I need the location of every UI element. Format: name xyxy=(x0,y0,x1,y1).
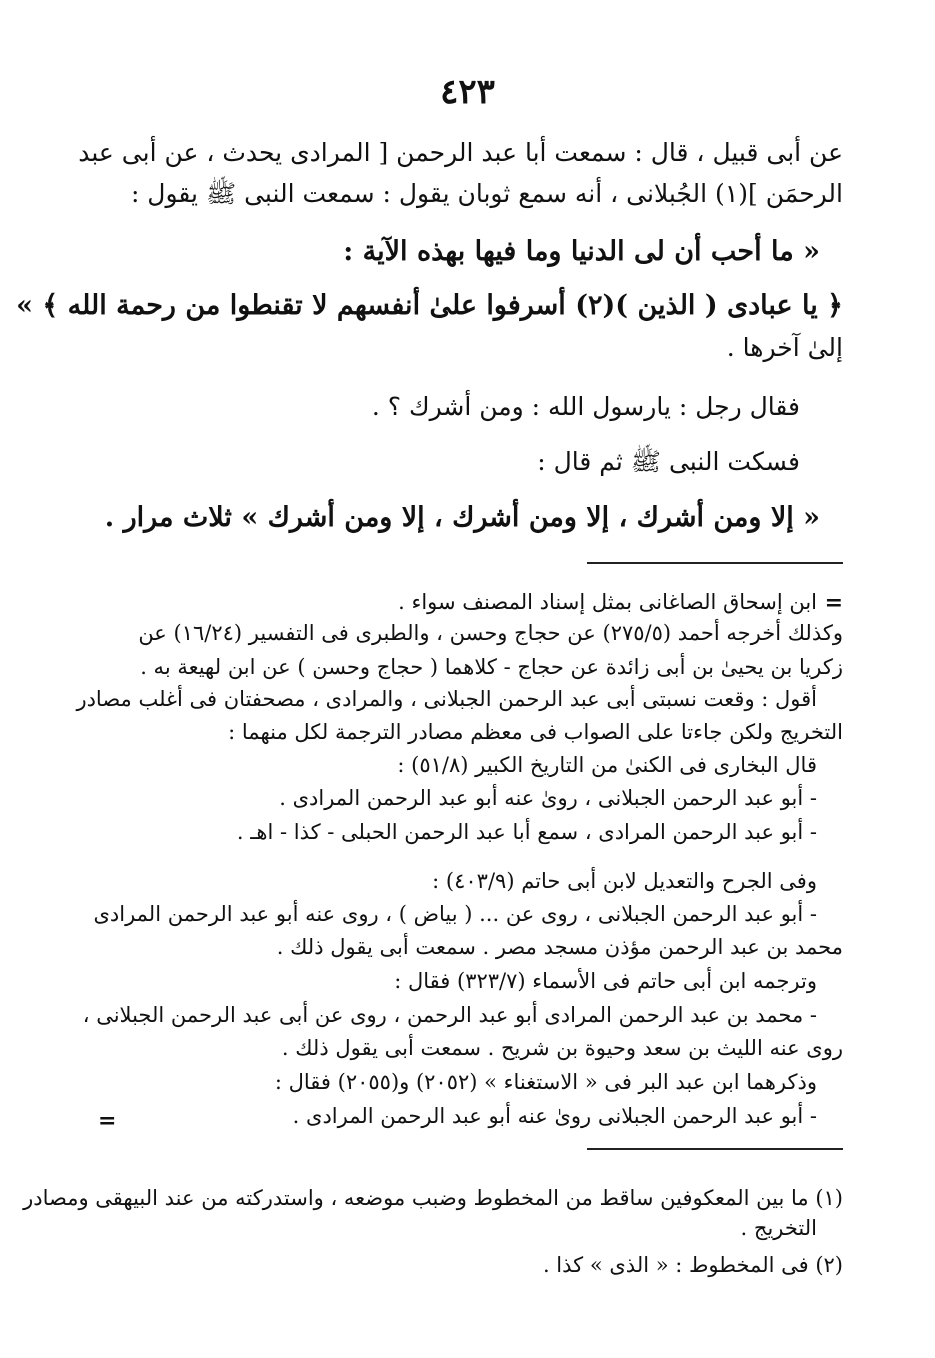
note-line-7: - أبو عبد الرحمن الجبلانى ، روىٰ عنه أبو عبد الرحمن المرادى . xyxy=(279,786,817,810)
note-line-5: التخريج ولكن جاءتا على الصواب فى معظم مصادر الترجمة لكل منهما : xyxy=(228,720,843,744)
note-line-1: ابن إسحاق الصاغانى بمثل إسناد المصنف سواء . xyxy=(398,590,817,614)
footnote-1-continued: التخريج . xyxy=(740,1216,817,1240)
main-line-7: فسكت النبى ﷺ ثم قال : xyxy=(537,447,800,476)
note-line-9: وفى الجرح والتعديل لابن أبى حاتم (٤٠٣/٩) : xyxy=(432,869,817,893)
note-line-4: أقول : وقعت نسبتى أبى عبد الرحمن الجبلانى ، والمرادى ، مصحفتان فى أغلب مصادر xyxy=(76,687,817,711)
note-line-10: - أبو عبد الرحمن الجبلانى ، روى عن ... ( بياض ) ، روى عنه أبو عبد الرحمن المرادى xyxy=(93,902,817,926)
main-line-5: إلىٰ آخرها . xyxy=(726,333,843,362)
separator-rule-footnotes xyxy=(587,1148,843,1150)
note-line-12: وترجمه ابن أبى حاتم فى الأسماء (٣٢٣/٧) فقال : xyxy=(394,969,817,993)
main-line-2: الرحمَن ](١) الجُبلانى ، أنه سمع ثوبان يقول : سمعت النبى ﷺ يقول : xyxy=(130,179,843,208)
note-line-13: - محمد بن عبد الرحمن المرادى أبو عبد الرحمن ، روى عن أبى عبد الرحمن الجبلانى ، xyxy=(82,1003,817,1027)
quote-line-1: « ما أحب أن لى الدنيا وما فيها بهذه الآية : xyxy=(343,236,820,267)
note-line-3: زكريا بن يحيىٰ بن أبى زائدة عن حجاج - كلاهما ( حجاج وحسن ) عن ابن لهيعة به . xyxy=(140,655,843,679)
quote-line-repeat: « إلا ومن أشرك ، إلا ومن أشرك ، إلا ومن أشرك » ثلاث مرار . xyxy=(104,502,820,533)
page-number: ٤٢٣ xyxy=(440,72,495,112)
separator-rule-top xyxy=(587,562,843,564)
note-line-11: محمد بن عبد الرحمن مؤذن مسجد مصر . سمعت أبى يقول ذلك . xyxy=(276,935,843,959)
note-line-14: روى عنه الليث بن سعد وحيوة بن شريح . سمعت أبى يقول ذلك . xyxy=(281,1036,843,1060)
footnote-2: (٢) فى المخطوط : « الذى » كذا . xyxy=(542,1253,843,1277)
footnote-1: (١) ما بين المعكوفين ساقط من المخطوط وضبب موضعه ، واستدركته من عند البيهقى ومصادر xyxy=(23,1186,843,1210)
continuation-mark-start: = xyxy=(824,590,843,616)
continuation-mark-end: = xyxy=(98,1108,117,1134)
main-line-6: فقال رجل : يارسول الله : ومن أشرك ؟ . xyxy=(371,392,800,421)
note-line-8: - أبو عبد الرحمن المرادى ، سمع أبا عبد الرحمن الحبلى - كذا - اهـ . xyxy=(236,820,817,844)
note-line-15: وذكرهما ابن عبد البر فى « الاستغناء » (٢٠٥٢) و(٢٠٥٥) فقال : xyxy=(274,1070,817,1094)
note-line-2: وكذلك أخرجه أحمد (٢٧٥/٥) عن حجاج وحسن ، والطبرى فى التفسير (١٦/٢٤) عن xyxy=(138,621,843,645)
note-line-16: - أبو عبد الرحمن الجبلانى روىٰ عنه أبو عبد الرحمن المرادى . xyxy=(292,1104,817,1128)
main-line-1: عن أبى قبيل ، قال : سمعت أبا عبد الرحمن [ المرادى يحدث ، عن أبى عبد xyxy=(78,138,843,167)
note-line-6: قال البخارى فى الكنىٰ من التاريخ الكبير (٥١/٨) : xyxy=(397,753,817,777)
quran-verse-line: ﴿ يا عبادى ( الذين )(٢) أسرفوا علىٰ أنفسهم لا تقنطوا من رحمة الله ﴾ » xyxy=(16,290,843,321)
